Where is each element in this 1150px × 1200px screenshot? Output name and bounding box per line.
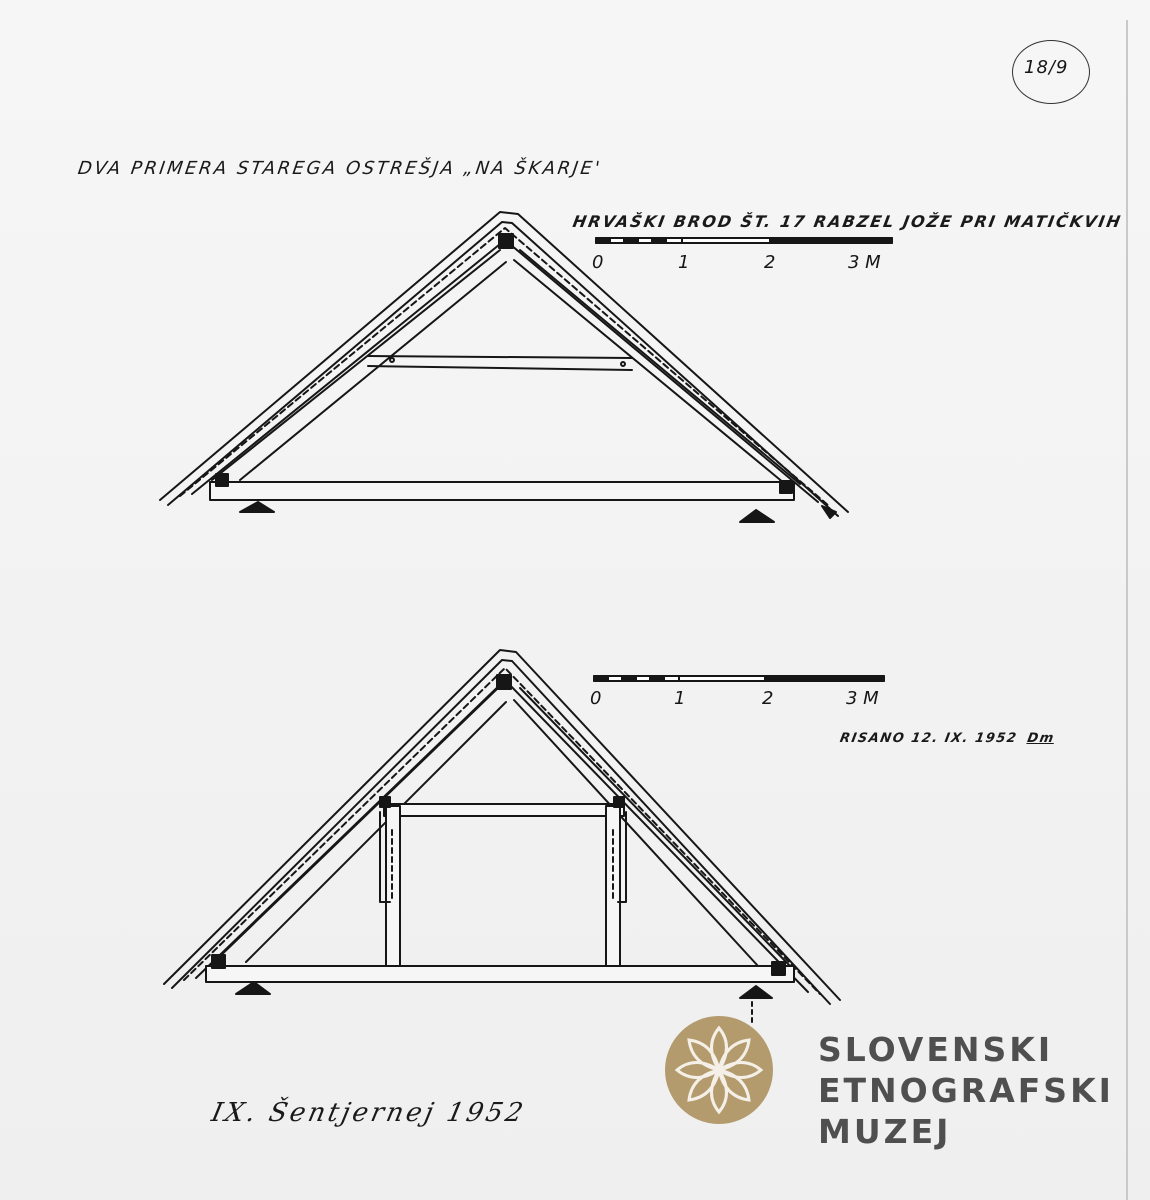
drawn-date: RISANO 12. IX. 1952 (838, 731, 1019, 746)
scale2-label-1: 1 (674, 688, 686, 709)
logo-line-2: ETNOGRAFSKI (818, 1071, 1114, 1110)
museum-logo-flower-icon (663, 1014, 775, 1126)
scale-bar-2 (594, 676, 884, 681)
scale2-label-0: 0 (590, 688, 602, 709)
scale1-label-3: 3 M (848, 252, 881, 273)
truss-lower (164, 650, 840, 1024)
logo-line-3: MUZEJ (818, 1112, 952, 1151)
place-date: IX. Šentjernej 1952 (208, 1098, 529, 1128)
location-caption: HRVAŠKI BROD ŠT. 17 RABZEL JOŽE PRI MATIČKVIH (571, 212, 1124, 231)
scale1-label-2: 2 (764, 252, 776, 273)
reference-mark: 18/9 (1024, 57, 1069, 78)
scale1-label-0: 0 (592, 252, 604, 273)
scale-bar-1 (596, 238, 892, 243)
museum-logo (663, 1014, 1113, 1154)
drawing-title: DVA PRIMERA STAREGA OSTREŠJA „NA ŠKARJE' (76, 158, 604, 179)
scale1-label-1: 1 (678, 252, 690, 273)
logo-line-1: SLOVENSKI (818, 1030, 1054, 1069)
truss-upper (160, 212, 848, 522)
scale2-label-2: 2 (762, 688, 774, 709)
scale2-label-3: 3 M (846, 688, 879, 709)
drawn-signature: Dm (1026, 731, 1056, 746)
